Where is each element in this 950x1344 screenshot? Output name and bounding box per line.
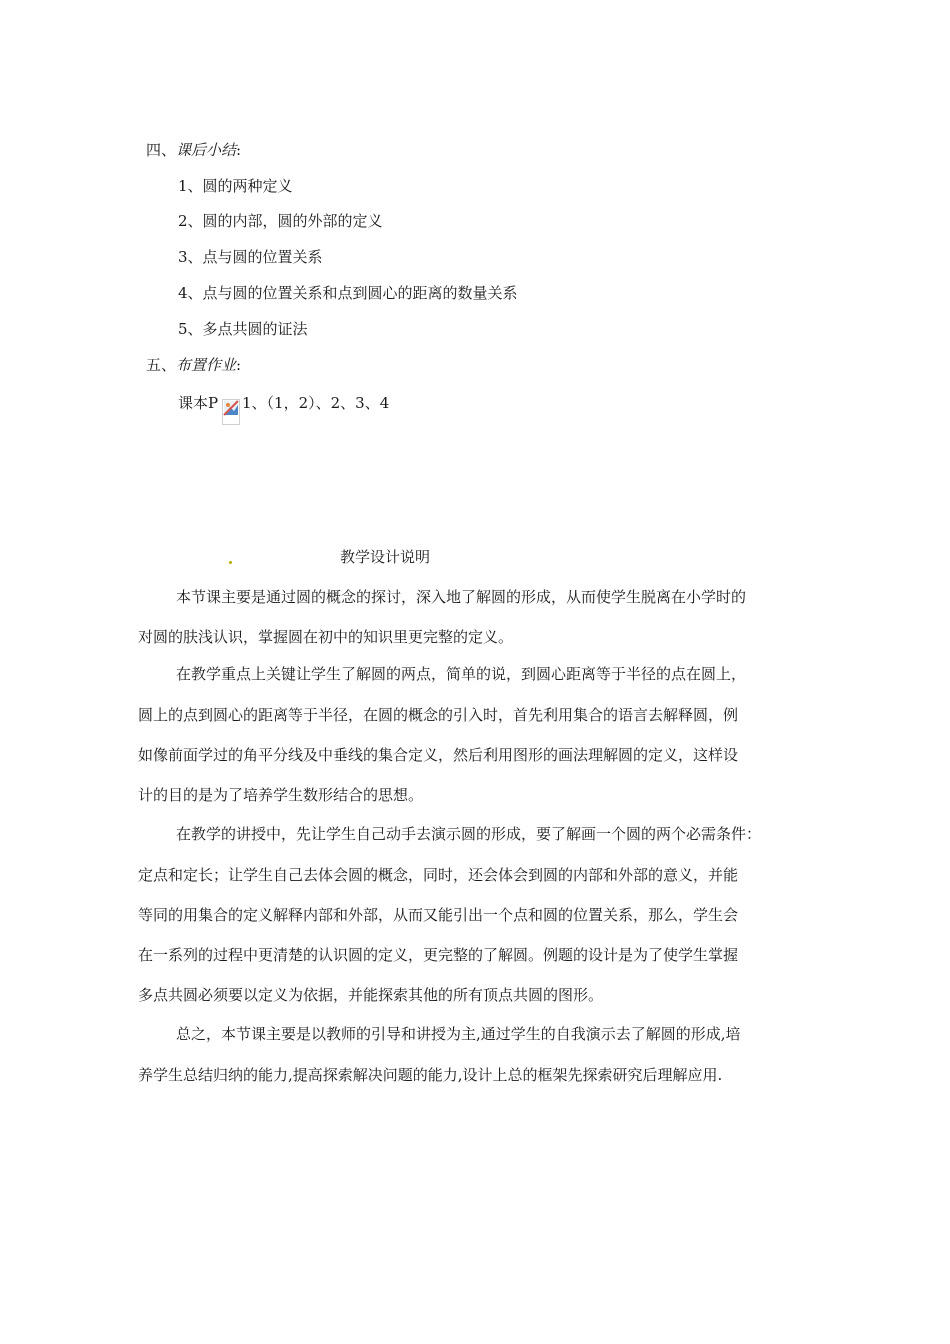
design-title: 教学设计说明 <box>340 548 431 566</box>
design-line: 在一系列的过程中更清楚的认识圆的定义，更完整的了解圆。例题的设计是为了使学生掌握 <box>138 946 739 964</box>
design-line: 多点共圆必须要以定义为依据，并能探索其他的所有顶点共圆的图形。 <box>138 986 604 1004</box>
summary-item: 5、多点共圆的证法 <box>178 320 308 338</box>
design-line: 在教学重点上关键让学生了解圆的两点，简单的说，到圆心距离等于半径的点在圆上， <box>176 665 747 683</box>
design-line: 对圆的肤浅认识，掌握圆在初中的知识里更完整的定义。 <box>138 628 514 646</box>
summary-heading <box>146 140 241 160</box>
homework-heading-number: 五、 <box>146 356 177 374</box>
design-line: 本节课主要是通过圆的概念的探讨，深入地了解圆的形成，从而使学生脱离在小学时的 <box>176 588 747 606</box>
homework-text-before: 课本P <box>178 394 219 412</box>
design-line: 养学生总结归纳的能力,提高探索解决问题的能力,设计上总的框架先探索研究后理解应用. <box>138 1066 723 1084</box>
summary-heading-text: 课后小结 <box>176 141 237 159</box>
design-line: 等同的用集合的定义解释内部和外部，从而又能引出一个点和圆的位置关系，那么，学生会 <box>138 906 739 924</box>
design-line: 总之，本节课主要是以教师的引导和讲授为主,通过学生的自我演示去了解圆的形成,培 <box>176 1025 741 1043</box>
summary-item: 3、点与圆的位置关系 <box>178 248 323 266</box>
broken-image-icon <box>222 399 240 425</box>
homework-heading <box>146 355 241 375</box>
design-line: 计的目的是为了培养学生数形结合的思想。 <box>138 786 424 804</box>
summary-heading-colon: : <box>236 141 242 159</box>
summary-heading-number: 四、 <box>146 141 177 159</box>
summary-item: 4、点与圆的位置关系和点到圆心的距离的数量关系 <box>178 284 518 302</box>
homework-heading-text: 布置作业 <box>176 356 237 374</box>
homework-text-after: 1、（1，2）、2、3、4 <box>242 394 390 412</box>
homework-heading-colon: : <box>236 356 242 374</box>
design-line: 在教学的讲授中，先让学生自己动手去演示圆的形成，要了解画一个圆的两个必需条件： <box>176 825 762 843</box>
summary-item: 2、圆的内部，圆的外部的定义 <box>178 212 383 230</box>
design-line: 圆上的点到圆心的距离等于半径，在圆的概念的引入时，首先利用集合的语言去解释圆，例 <box>138 706 739 724</box>
summary-item: 1、圆的两种定义 <box>178 177 293 195</box>
decorative-dot <box>229 561 232 564</box>
design-line: 如像前面学过的角平分线及中垂线的集合定义，然后利用图形的画法理解圆的定义，这样设 <box>138 746 739 764</box>
design-line: 定点和定长；让学生自己去体会圆的概念，同时，还会体会到圆的内部和外部的意义，并能 <box>138 866 739 884</box>
